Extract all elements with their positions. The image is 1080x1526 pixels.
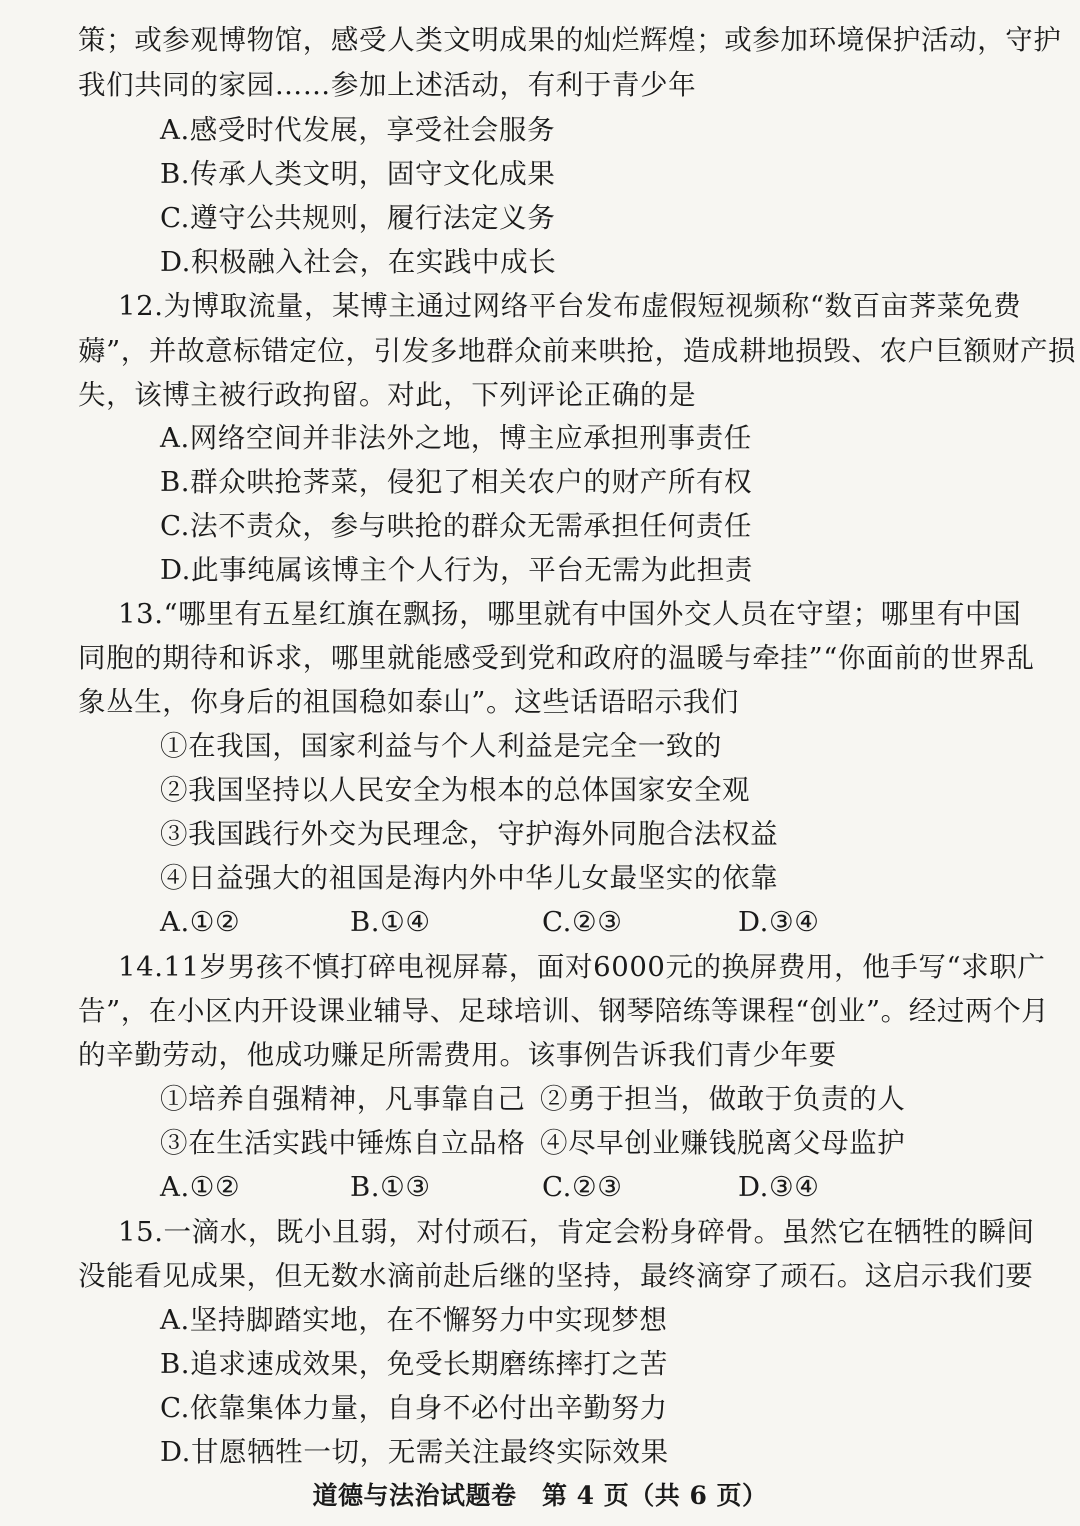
q12-stem-line-2: 薅”，并故意标错定位，引发多地群众前来哄抢，造成耕地损毁、农户巨额财产损 xyxy=(78,335,1077,367)
q15-option-a: A.坚持脚踏实地，在不懈努力中实现梦想 xyxy=(160,1304,668,1336)
q12-option-a: A.网络空间并非法外之地，博主应承担刑事责任 xyxy=(160,422,752,454)
q11-option-c: C.遵守公共规则，履行法定义务 xyxy=(160,202,556,234)
q14-statement-2: ②勇于担当，做敢于负责的人 xyxy=(540,1083,906,1115)
q14-statement-1: ①培养自强精神，凡事靠自己 xyxy=(160,1083,526,1115)
q12-option-d: D.此事纯属该博主个人行为，平台无需为此担责 xyxy=(160,554,754,586)
q11-option-d: D.积极融入社会，在实践中成长 xyxy=(160,246,557,278)
q13-statement-1: ①在我国，国家利益与个人利益是完全一致的 xyxy=(160,730,722,762)
q11-option-b: B.传承人类文明，固守文化成果 xyxy=(160,158,556,190)
q12-stem-line-1: 12.为博取流量，某博主通过网络平台发布虚假短视频称“数百亩荠菜免费 xyxy=(118,290,1022,322)
q15-stem-line-1: 15.一滴水，既小且弱，对付顽石，肯定会粉身碎骨。虽然它在牺牲的瞬间 xyxy=(118,1216,1035,1248)
q14-statement-3: ③在生活实践中锤炼自立品格 xyxy=(160,1127,526,1159)
q14-choice-d: D.③④ xyxy=(738,1171,820,1203)
q12-option-b: B.群众哄抢荠菜，侵犯了相关农户的财产所有权 xyxy=(160,466,753,498)
q13-choice-c: C.②③ xyxy=(542,906,623,938)
page-footer: 道德与法治试题卷 第 4 页（共 6 页） xyxy=(312,1481,768,1510)
q15-stem-line-2: 没能看见成果，但无数水滴前赴后继的坚持，最终滴穿了顽石。这启示我们要 xyxy=(78,1260,1034,1292)
q14-choice-c: C.②③ xyxy=(542,1171,623,1203)
q11-stem-line-2: 我们共同的家园……参加上述活动，有利于青少年 xyxy=(78,69,697,101)
q13-statement-2: ②我国坚持以人民安全为根本的总体国家安全观 xyxy=(160,774,751,806)
q12-stem-line-3: 失，该博主被行政拘留。对此，下列评论正确的是 xyxy=(78,379,697,411)
q13-statement-4: ④日益强大的祖国是海内外中华儿女最坚实的依靠 xyxy=(160,862,779,894)
q13-statement-3: ③我国践行外交为民理念，守护海外同胞合法权益 xyxy=(160,818,779,850)
q13-choice-b: B.①④ xyxy=(350,906,431,938)
q14-choice-a: A.①② xyxy=(160,1171,241,1203)
q15-option-d: D.甘愿牺牲一切，无需关注最终实际效果 xyxy=(160,1436,669,1468)
q14-stem-line-1: 14.11岁男孩不慎打碎电视屏幕，面对6000元的换屏费用，他手写“求职广 xyxy=(118,951,1046,983)
q15-option-c: C.依靠集体力量，自身不必付出辛勤努力 xyxy=(160,1392,668,1424)
q13-choice-a: A.①② xyxy=(160,906,241,938)
q15-option-b: B.追求速成效果，免受长期磨练摔打之苦 xyxy=(160,1348,668,1380)
q14-stem-line-3: 的辛勤劳动，他成功赚足所需费用。该事例告诉我们青少年要 xyxy=(78,1039,837,1071)
q11-option-a: A.感受时代发展，享受社会服务 xyxy=(160,114,556,146)
q13-stem-line-1: 13.“哪里有五星红旗在飘扬，哪里就有中国外交人员在守望；哪里有中国 xyxy=(118,598,1022,630)
q13-choice-d: D.③④ xyxy=(738,906,820,938)
q12-option-c: C.法不责众，参与哄抢的群众无需承担任何责任 xyxy=(160,510,753,542)
q14-stem-line-2: 告”，在小区内开设课业辅导、足球培训、钢琴陪练等课程“创业”。经过两个月 xyxy=(78,995,1050,1027)
q14-choice-b: B.①③ xyxy=(350,1171,431,1203)
q13-stem-line-3: 象丛生，你身后的祖国稳如泰山”。这些话语昭示我们 xyxy=(78,686,739,718)
q11-stem-line-1: 策；或参观博物馆，感受人类文明成果的灿烂辉煌；或参加环境保护活动，守护 xyxy=(78,24,1062,56)
q13-stem-line-2: 同胞的期待和诉求，哪里就能感受到党和政府的温暖与牵挂”“你面前的世界乱 xyxy=(78,642,1035,674)
q14-statement-4: ④尽早创业赚钱脱离父母监护 xyxy=(540,1127,906,1159)
